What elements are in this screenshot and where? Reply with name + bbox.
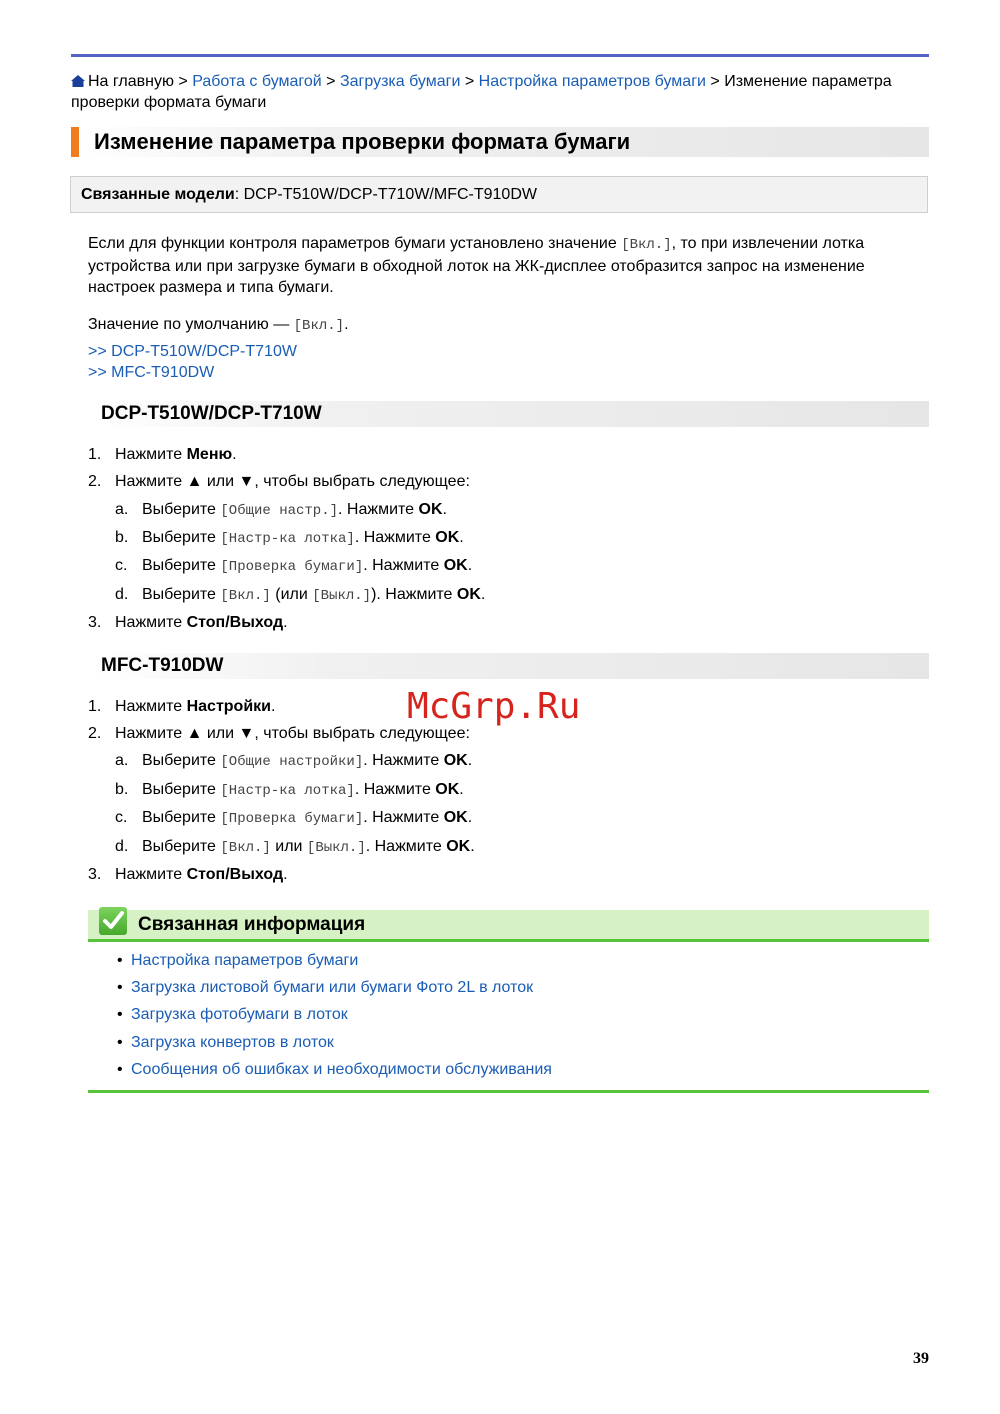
title-accent xyxy=(71,127,79,157)
related-info-title: Связанная информация xyxy=(138,914,366,935)
related-models-value: : DCP-T510W/DCP-T710W/MFC-T910DW xyxy=(234,186,537,203)
section-heading-text: DCP-T510W/DCP-T710W xyxy=(101,403,322,424)
breadcrumb-link-settings[interactable]: Настройка параметров бумаги xyxy=(478,73,706,90)
breadcrumb-separator: > xyxy=(173,73,193,90)
breadcrumb-separator: > xyxy=(321,73,340,90)
step-text: Нажмите Настройки. xyxy=(115,698,276,715)
intro-code: [Вкл.] xyxy=(621,237,672,253)
step-number: 2. xyxy=(88,473,102,490)
related-info-bottom-rule xyxy=(88,1090,929,1093)
section-heading-dcp xyxy=(88,401,929,427)
substep-letter: d. xyxy=(115,838,129,855)
intro-text-end: , то при извлечении лотка устройства или при загрузке бумаги в обходной лоток на ЖК-дисплее отобразится запрос на изменение настроек размера и типа бумаги. xyxy=(88,235,865,296)
substep-letter: c. xyxy=(115,557,128,574)
step-text: Нажмите ▲ или ▼, чтобы выбрать следующее: xyxy=(115,725,470,742)
step-number: 2. xyxy=(88,725,102,742)
jump-link-mfc[interactable]: >> MFC-T910DW xyxy=(88,364,215,381)
bullet: • xyxy=(117,1061,123,1078)
button-name: Меню xyxy=(186,446,233,463)
substep-letter: b. xyxy=(115,529,129,546)
substep-letter: b. xyxy=(115,781,129,798)
default-value-paragraph xyxy=(88,314,928,337)
breadcrumb-home[interactable]: На главную xyxy=(88,73,174,90)
substep-text: Выберите [Проверка бумаги]. Нажмите OK. xyxy=(142,809,473,827)
breadcrumb xyxy=(71,71,929,113)
bullet: • xyxy=(117,979,123,996)
watermark: McGrp.Ru xyxy=(407,686,581,727)
substep-letter: c. xyxy=(115,809,128,826)
related-info-header xyxy=(88,910,929,942)
bullet: • xyxy=(117,1006,123,1023)
breadcrumb-link-loading[interactable]: Загрузка бумаги xyxy=(339,73,461,90)
default-code: [Вкл.] xyxy=(293,318,345,334)
related-models-label: Связанные модели xyxy=(81,186,235,203)
step-number: 3. xyxy=(88,866,102,883)
intro-paragraph xyxy=(88,233,928,298)
bullet: • xyxy=(117,952,123,969)
breadcrumb-separator: > xyxy=(460,73,479,90)
substep-text: Выберите [Настр-ка лотка]. Нажмите OK. xyxy=(142,781,464,799)
page-title-bar xyxy=(71,127,929,157)
breadcrumb-current: Изменение параметра проверки формата бумаги xyxy=(71,73,892,111)
section-heading-mfc xyxy=(88,653,929,679)
substep-text: Выберите [Вкл.] или [Выкл.]. Нажмите OK. xyxy=(142,838,475,856)
substep-text: Выберите [Общие настройки]. Нажмите OK. xyxy=(142,752,473,770)
substep-letter: d. xyxy=(115,586,129,603)
step-text: Нажмите Стоп/Выход. xyxy=(115,866,288,883)
step-number: 1. xyxy=(88,698,102,715)
step-text: Нажмите Меню. xyxy=(115,446,237,463)
check-icon xyxy=(99,907,127,935)
page-title: Изменение параметра проверки формата бумаги xyxy=(94,129,631,154)
bullet: • xyxy=(117,1034,123,1051)
substep-letter: a. xyxy=(115,752,129,769)
step-number: 3. xyxy=(88,614,102,631)
related-link[interactable]: Загрузка фотобумаги в лоток xyxy=(131,1006,348,1023)
step-text: Нажмите Стоп/Выход. xyxy=(115,614,288,631)
substep-text: Выберите [Настр-ка лотка]. Нажмите OK. xyxy=(142,529,464,547)
step-number: 1. xyxy=(88,446,102,463)
related-link[interactable]: Загрузка листовой бумаги или бумаги Фото 2L в лоток xyxy=(131,979,534,996)
related-link[interactable]: Сообщения об ошибках и необходимости обслуживания xyxy=(131,1061,552,1078)
substep-letter: a. xyxy=(115,501,129,518)
step-text: Нажмите ▲ или ▼, чтобы выбрать следующее: xyxy=(115,473,470,490)
top-rule xyxy=(71,54,929,57)
home-icon[interactable] xyxy=(71,75,85,87)
breadcrumb-link-paper[interactable]: Работа с бумагой xyxy=(192,73,322,90)
substep-text: Выберите [Общие настр.]. Нажмите OK. xyxy=(142,501,447,519)
breadcrumb-separator: > xyxy=(705,73,725,90)
jump-links xyxy=(88,341,928,383)
substep-text: Выберите [Проверка бумаги]. Нажмите OK. xyxy=(142,557,473,575)
page-number: 39 xyxy=(913,1350,929,1367)
related-models-box xyxy=(70,176,928,213)
jump-link-dcp[interactable]: >> DCP-T510W/DCP-T710W xyxy=(88,343,297,360)
related-link[interactable]: Настройка параметров бумаги xyxy=(131,952,359,969)
section-heading-text: MFC-T910DW xyxy=(101,655,224,676)
substep-text: Выберите [Вкл.] (или [Выкл.]). Нажмите OK. xyxy=(142,586,486,604)
default-end: . xyxy=(344,316,349,333)
default-text: Значение по умолчанию — xyxy=(88,316,294,333)
related-link[interactable]: Загрузка конвертов в лоток xyxy=(131,1034,334,1051)
intro-text: Если для функции контроля параметров бумаги установлено значение xyxy=(88,235,622,252)
